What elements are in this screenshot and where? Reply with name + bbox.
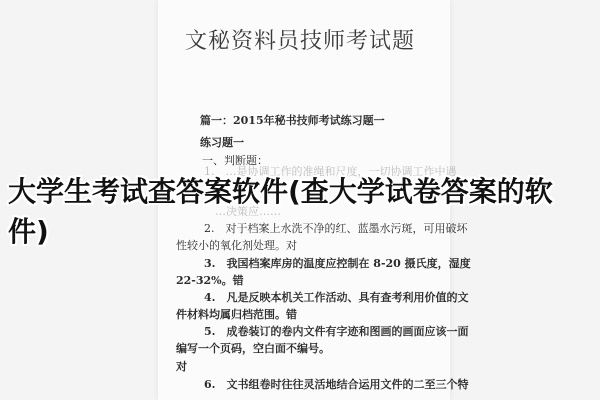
document-line: 篇一：2015年秘书技师考试练习题一 [200, 114, 385, 127]
document-line: 2. 对于档案上水洗不净的红、蓝墨水污斑，可用破坏 [204, 222, 468, 235]
document-line: 件材料均属归档范围。错 [176, 308, 297, 321]
document-line: 一、判断题： [202, 154, 268, 167]
document-line: 3. 我国档案库房的温度应控制在 8-20 摄氏度，湿度 [204, 257, 471, 270]
document-title: 文秘资料员技师考试题 [184, 29, 415, 54]
document-line: 1. …是协调工作的准绳和尺度，一切协调工作中遇 [204, 165, 457, 178]
document-line: 4. 凡是反映本机关工作活动、具有查考利用价值的文 [204, 291, 469, 304]
document-line: 5. 成卷装订的卷内文件有字迹和图画的画面应该一面 [204, 325, 469, 338]
document-line: 性较小的氧化剂处理。对 [176, 239, 297, 252]
document-line: 练习题一 [200, 136, 244, 149]
document-line: 22-32%。错 [176, 274, 244, 287]
document-line: 编写一个页码，空白面不编号。 [176, 342, 330, 355]
document-line: 对 [176, 360, 187, 373]
document-line: 6. 文书组卷时往往灵活地结合运用文件的二至三个特 [204, 378, 469, 391]
headline-overlay: 大学生考试查答案软件(查大学试卷答案的软件) [8, 175, 553, 248]
document-line: …决策应…… [215, 205, 281, 218]
